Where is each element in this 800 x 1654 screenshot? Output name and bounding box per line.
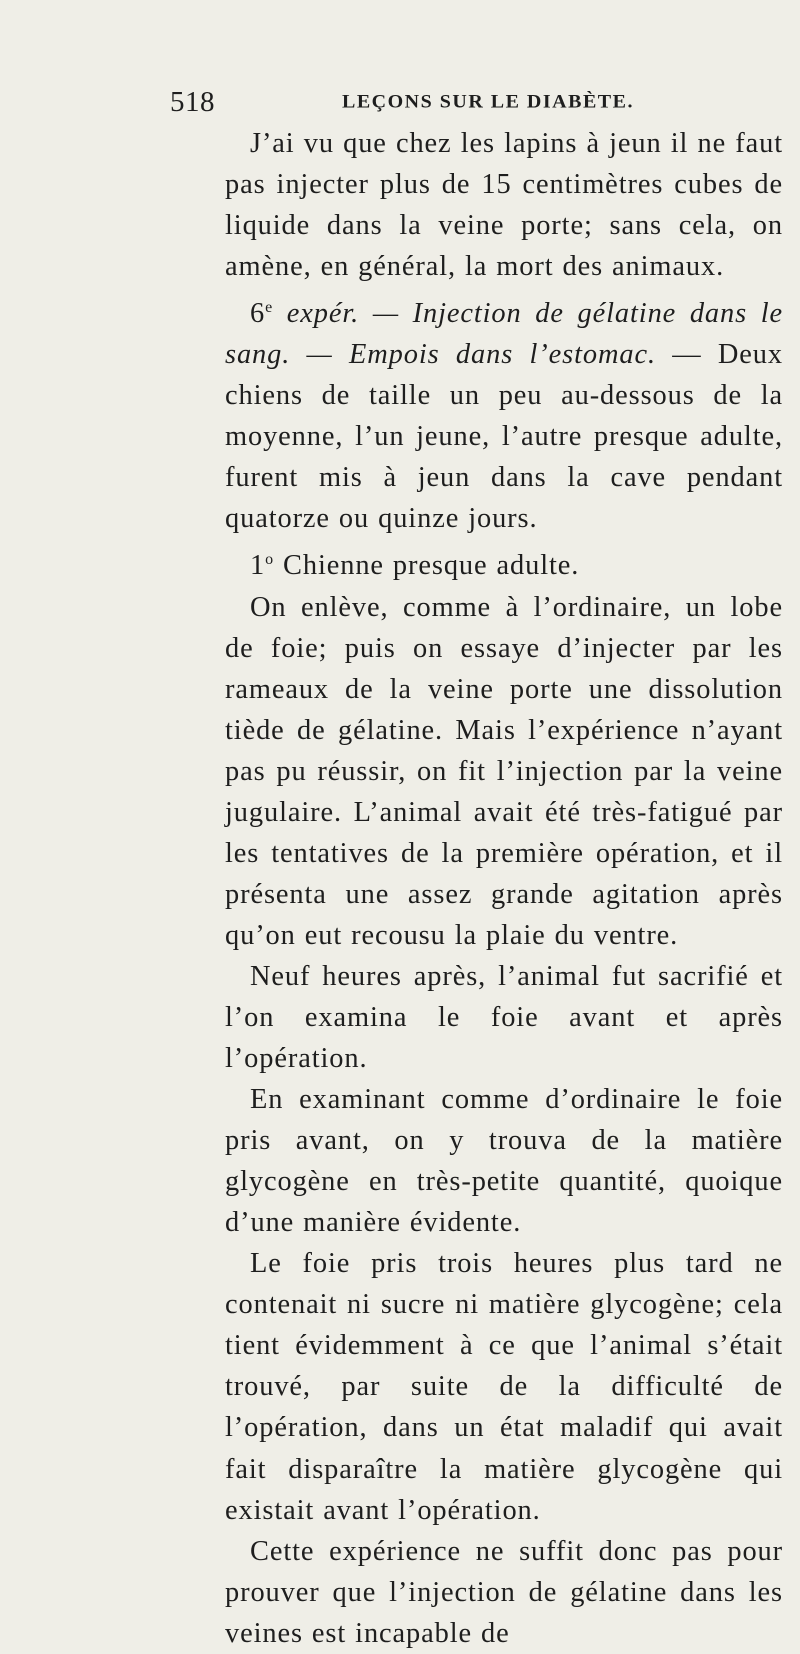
running-head: LEÇONS SUR LE DIABÈTE. bbox=[342, 91, 634, 113]
paragraph-3 bbox=[225, 539, 783, 586]
paragraph-2 bbox=[225, 287, 783, 539]
subject-label: Chienne presque adulte. bbox=[274, 550, 580, 582]
paragraph-8: Cette expérience ne suffit donc pas pour prouver que l’injection de gélatine dans les veines est incapable de bbox=[225, 1535, 783, 1649]
paragraph-6: En examinant comme d’ordinaire le foie pris avant, on y trouva de la matière glycogène en très-petite quantité, quoique d’une manière évidente. bbox=[225, 1084, 783, 1239]
paragraph-2-text: — Deux chiens de taille un peu au-dessous de la moyenne, l’un jeune, l’autre presque adulte, furent mis à jeun dans la cave pendant quatorze ou quinze jours. bbox=[225, 339, 783, 535]
paragraph-1: J’ai vu que chez les lapins à jeun il ne faut pas injecter plus de 15 centimètres cubes de liquide dans la veine porte; sans cela, on amène, en général, la mort des animaux. bbox=[225, 128, 783, 283]
page-number: 518 bbox=[170, 86, 215, 118]
ordinal-superscript: o bbox=[265, 551, 275, 569]
paragraph-7: Le foie pris trois heures plus tard ne contenait ni sucre ni matière glycogène; cela tient évidemment à ce que l’animal s’était trouvé, par suite de la difficulté de l’opération, dans un état maladif qui avait fait disparaître la matière glycogène qui existait avant l’opération. bbox=[225, 1248, 783, 1526]
experiment-number: 6 bbox=[250, 298, 266, 330]
paragraph-4: On enlève, comme à l’ordinaire, un lobe de foie; puis on essaye d’injecter par les rameaux de la veine porte une dissolution tiède de gélatine. Mais l’expérience n’ayant pas pu réussir, on fit l’injection par la veine jugulaire. L’animal avait été très-fatigué par les tentatives de la première opération, et il présenta une assez grande agitation après qu’on eut recousu la plaie du ventre. bbox=[225, 591, 783, 951]
ordinal-superscript: e bbox=[265, 299, 274, 317]
experiment-title: expér. — Injection de gélatine dans le sang. — Empois dans l’estomac. bbox=[225, 298, 783, 371]
body-text bbox=[225, 123, 783, 1654]
subject-number: 1 bbox=[250, 550, 266, 582]
page-header bbox=[170, 86, 730, 126]
paragraph-5: Neuf heures après, l’animal fut sacrifié et l’on examina le foie avant et après l’opération. bbox=[225, 960, 783, 1075]
